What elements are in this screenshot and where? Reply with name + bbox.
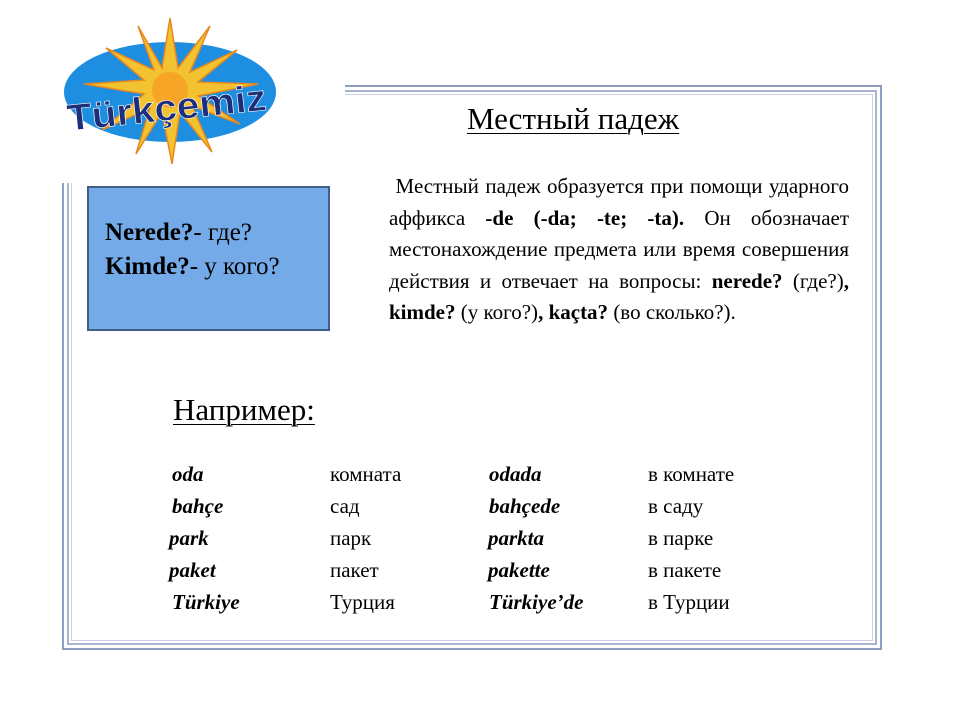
- vocab-locative: odada: [489, 462, 542, 486]
- vocab-word: paket: [169, 558, 216, 582]
- question-translation: - у кого?: [189, 253, 280, 280]
- vocab-word-translation: пакет: [330, 558, 379, 582]
- logo-text: Türkçemiz: [65, 78, 252, 139]
- question-word: Kimde?: [105, 253, 190, 280]
- question-nerede-translation: (где?): [792, 268, 844, 293]
- question-word: Nerede?: [105, 219, 194, 246]
- vocab-locative-translation: в Турции: [648, 590, 730, 614]
- vocab-locative: Türkiye’de: [489, 590, 584, 614]
- vocab-word-translation: сад: [330, 494, 360, 518]
- questions-box: [87, 186, 330, 331]
- vocab-locative-translation: в пакете: [648, 558, 722, 582]
- vocab-locative: pakette: [488, 558, 550, 582]
- vocab-locative-translation: в саду: [648, 494, 704, 518]
- description-middle: Он обозначает местонахождение предмета или время совершения действия и отвечает на вопросы:: [389, 205, 850, 293]
- vocab-locative-translation: в парке: [648, 526, 714, 550]
- question-translation: - где?: [193, 219, 252, 246]
- vocab-word: park: [169, 526, 209, 550]
- question-nerede: nerede?: [711, 268, 783, 293]
- vocab-word-translation: комната: [330, 462, 402, 486]
- question-kacta: kaçta?: [548, 300, 609, 325]
- vocab-word: bahçe: [172, 494, 224, 518]
- turkcemiz-logo: [62, 12, 282, 177]
- vocab-locative-translation: в комнате: [648, 462, 735, 486]
- vocab-locative: bahçede: [489, 494, 561, 518]
- description-intro: Местный падеж образуется при помощи ударного аффикса: [389, 174, 849, 230]
- page-title: Местный падеж: [467, 101, 680, 136]
- question-line: [105, 216, 328, 250]
- question-kacta-translation: (во сколько?).: [613, 300, 736, 325]
- vocab-locative: parkta: [488, 526, 545, 550]
- vocab-word: oda: [172, 462, 204, 486]
- description-paragraph: Местный падеж образуется при помощи ударного аффикса -de (-da; -te; -ta). Он обозначает местонахождение предмета или время совершения действия и отвечает на вопросы: nerede? (где?), kimde? (у кого?), kaçta? (во сколько?).: [389, 174, 850, 325]
- vocab-word-translation: Турция: [330, 590, 395, 614]
- vocab-word: Türkiye: [172, 590, 240, 614]
- vocab-word-translation: парк: [330, 526, 372, 550]
- affix-text: -de (-da; -te; -ta).: [485, 205, 685, 230]
- examples-title: Например:: [173, 392, 315, 427]
- question-line: [105, 250, 328, 284]
- question-kimde: kimde?: [389, 300, 456, 325]
- question-kimde-translation: (у кого?): [460, 300, 539, 325]
